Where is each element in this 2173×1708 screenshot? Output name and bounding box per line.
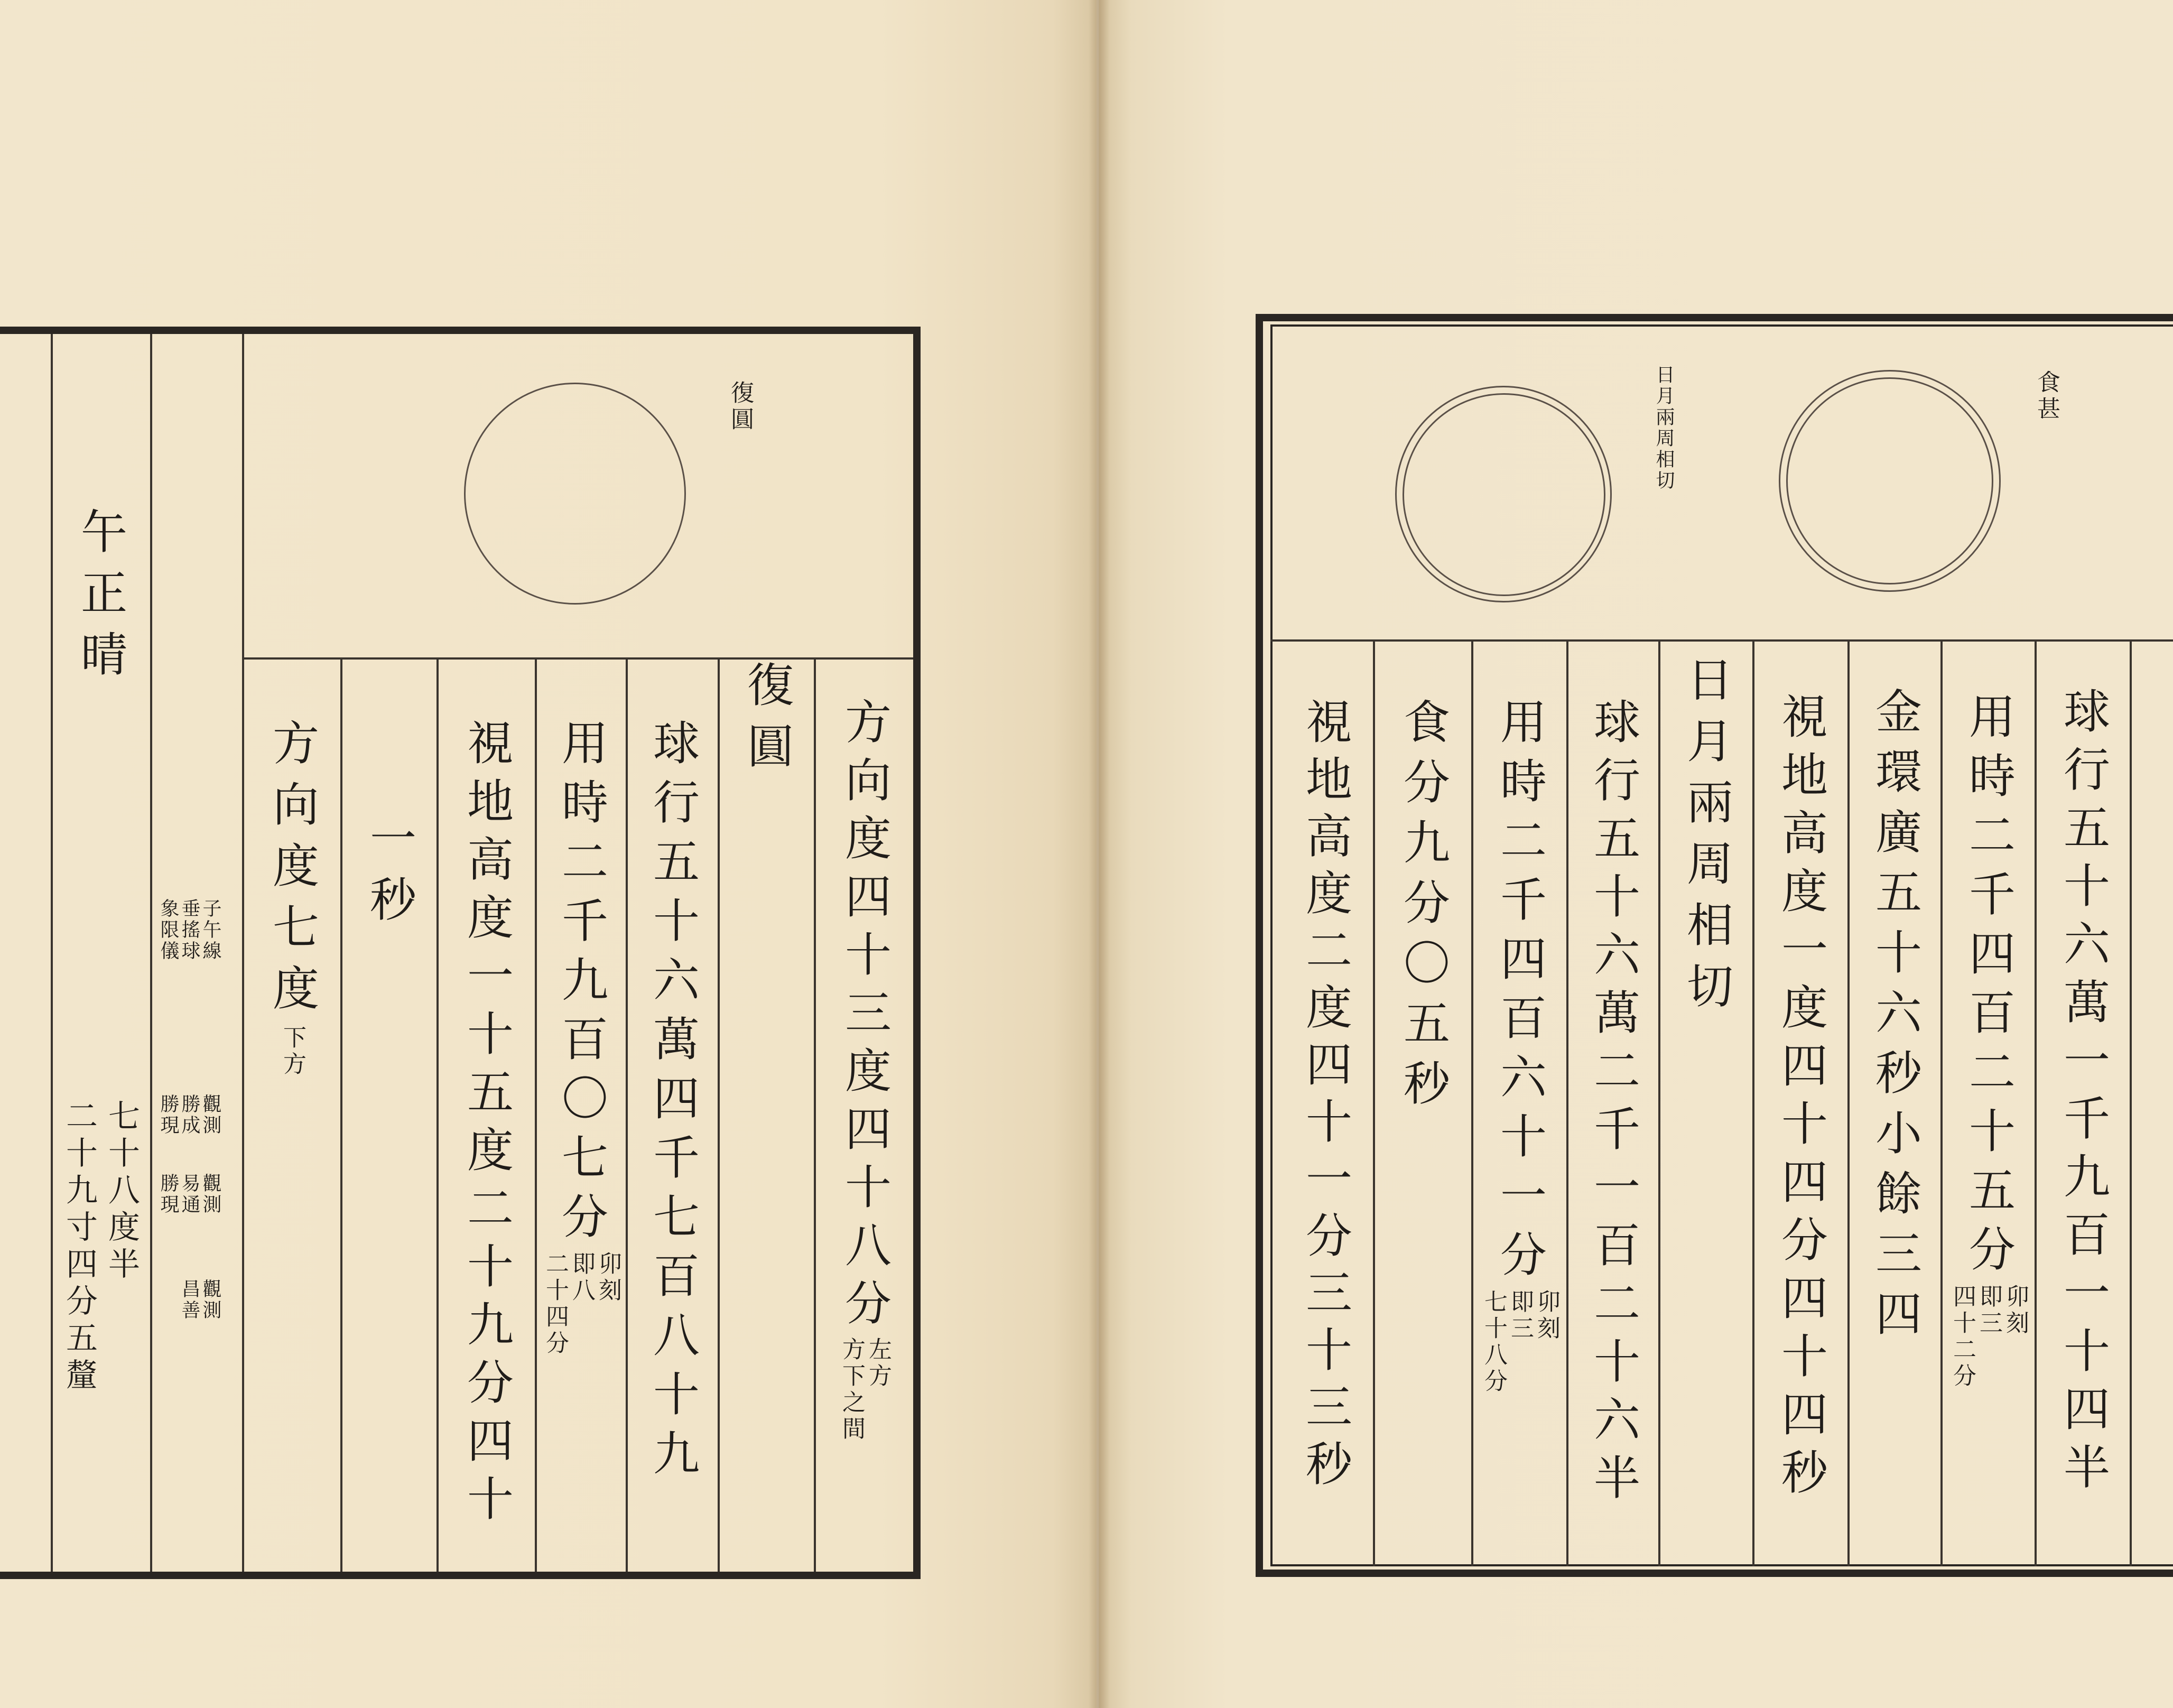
column-main-text: 球行五十六萬四千七百八十九 xyxy=(646,719,700,1488)
left-rule xyxy=(150,334,152,1572)
column-note-line: 即三 xyxy=(1507,1289,1534,1342)
right-data-column xyxy=(1473,698,1566,1395)
left-data-column xyxy=(628,719,718,1488)
column-note-line: 卯刻 xyxy=(1533,1289,1560,1342)
column-note xyxy=(1482,1289,1558,1395)
right-diagram-rule xyxy=(1270,639,2173,642)
column-main-text: 方向度七度 xyxy=(265,719,320,1025)
column-main-text: 方向度四十三度四十八分 xyxy=(838,698,892,1337)
column-main-text: 用時二千四百六十一分 xyxy=(1493,698,1547,1289)
column-note-line: 二十四分 xyxy=(542,1251,569,1357)
column-note-line: 即八 xyxy=(568,1251,595,1304)
moon-circle-diagram xyxy=(1403,393,1605,596)
observer-line: 勝成 xyxy=(179,1094,200,1136)
left-rule xyxy=(718,657,720,1572)
column-main-text: 視地高度一十五度二十九分四十 xyxy=(460,719,514,1533)
temperature-value: 七十八度半 xyxy=(103,1099,140,1284)
weather-title: 午正晴 xyxy=(73,507,128,691)
left-data-column xyxy=(537,719,626,1357)
right-data-column xyxy=(1278,698,1373,1497)
book-gutter xyxy=(1089,0,1110,1708)
column-main-text: 食分九分〇五秒 xyxy=(1396,698,1451,1119)
column-note-line: 左方 xyxy=(865,1337,892,1390)
right-data-column xyxy=(1568,698,1658,1511)
diagram-label-eclipse-max: 食甚 xyxy=(2033,370,2060,423)
right-rule xyxy=(2130,639,2132,1566)
column-main-text: 視地高度一度四十四分四十四秒 xyxy=(1774,692,1828,1506)
observer-line: 觀測 xyxy=(200,1094,221,1136)
diagram-label-restoration: 復圓 xyxy=(727,380,754,433)
column-note-line: 卯刻 xyxy=(595,1251,621,1304)
observer-line: 勝現 xyxy=(157,1173,179,1215)
column-main-text: 日月兩周相切 xyxy=(1679,655,1734,1023)
instrument-1: 子午線 xyxy=(200,898,221,962)
observer-line: 觀測 xyxy=(200,1173,221,1215)
restoration-circle-diagram xyxy=(464,383,686,605)
column-note-line: 即三 xyxy=(1975,1284,2002,1337)
instruments-note xyxy=(159,898,220,962)
right-data-column xyxy=(1850,687,1940,1350)
column-main-text: 用時二千九百〇七分 xyxy=(554,719,609,1251)
column-main-text: 用時二千四百二十五分 xyxy=(1962,692,2016,1284)
column-note-line: 卯刻 xyxy=(2002,1284,2029,1337)
left-diagram-rule xyxy=(242,657,913,660)
column-main-text: 金環廣五十六秒小餘三四 xyxy=(1868,687,1923,1350)
observer-note-2 xyxy=(159,1173,220,1215)
observer-line: 昌善 xyxy=(179,1279,200,1321)
column-main-text: 球行五十六萬二千一百二十六半 xyxy=(1586,698,1641,1511)
observer-line: 勝現 xyxy=(157,1094,179,1136)
observer-note-3 xyxy=(180,1279,220,1321)
left-data-column xyxy=(816,698,913,1443)
left-data-column xyxy=(244,719,340,1078)
column-note xyxy=(1951,1284,2027,1390)
column-main-text: 球行五十六萬一千九百一十四半 xyxy=(2056,687,2111,1501)
eclipse-max-inner-circle xyxy=(1786,377,1993,584)
column-note-line: 四十二分 xyxy=(1949,1284,1976,1390)
right-data-column xyxy=(1754,692,1847,1506)
instrument-2: 垂搖球 xyxy=(179,898,200,962)
date-values xyxy=(61,1099,140,1395)
left-data-column xyxy=(342,814,437,936)
observer-line: 易通 xyxy=(179,1173,200,1215)
observer-note-1 xyxy=(159,1094,220,1136)
right-data-column xyxy=(1660,655,1752,1023)
instrument-3: 象限儀 xyxy=(157,898,179,962)
right-data-column xyxy=(1943,692,2035,1390)
column-main-text: 視地高度二度四十一分三十三秒 xyxy=(1298,698,1353,1497)
column-note-line: 方下之間 xyxy=(838,1337,865,1443)
diagram-label-tangent: 日月兩周相切 xyxy=(1653,365,1675,491)
column-main-text: 復圓 xyxy=(740,661,794,783)
pressure-value: 二十九寸四分五釐 xyxy=(61,1099,98,1395)
column-note-line: 下方 xyxy=(279,1025,306,1078)
right-data-column xyxy=(2037,687,2130,1501)
column-note xyxy=(838,1337,892,1443)
left-data-column xyxy=(720,661,814,783)
column-note xyxy=(543,1251,619,1357)
column-note-line: 七十八分 xyxy=(1480,1289,1507,1395)
right-data-column xyxy=(1375,698,1471,1119)
left-rule xyxy=(340,657,342,1572)
column-main-text: 一秒 xyxy=(363,814,417,936)
observer-line: 觀測 xyxy=(200,1279,221,1321)
date-column xyxy=(53,507,148,691)
left-data-column xyxy=(439,719,535,1533)
